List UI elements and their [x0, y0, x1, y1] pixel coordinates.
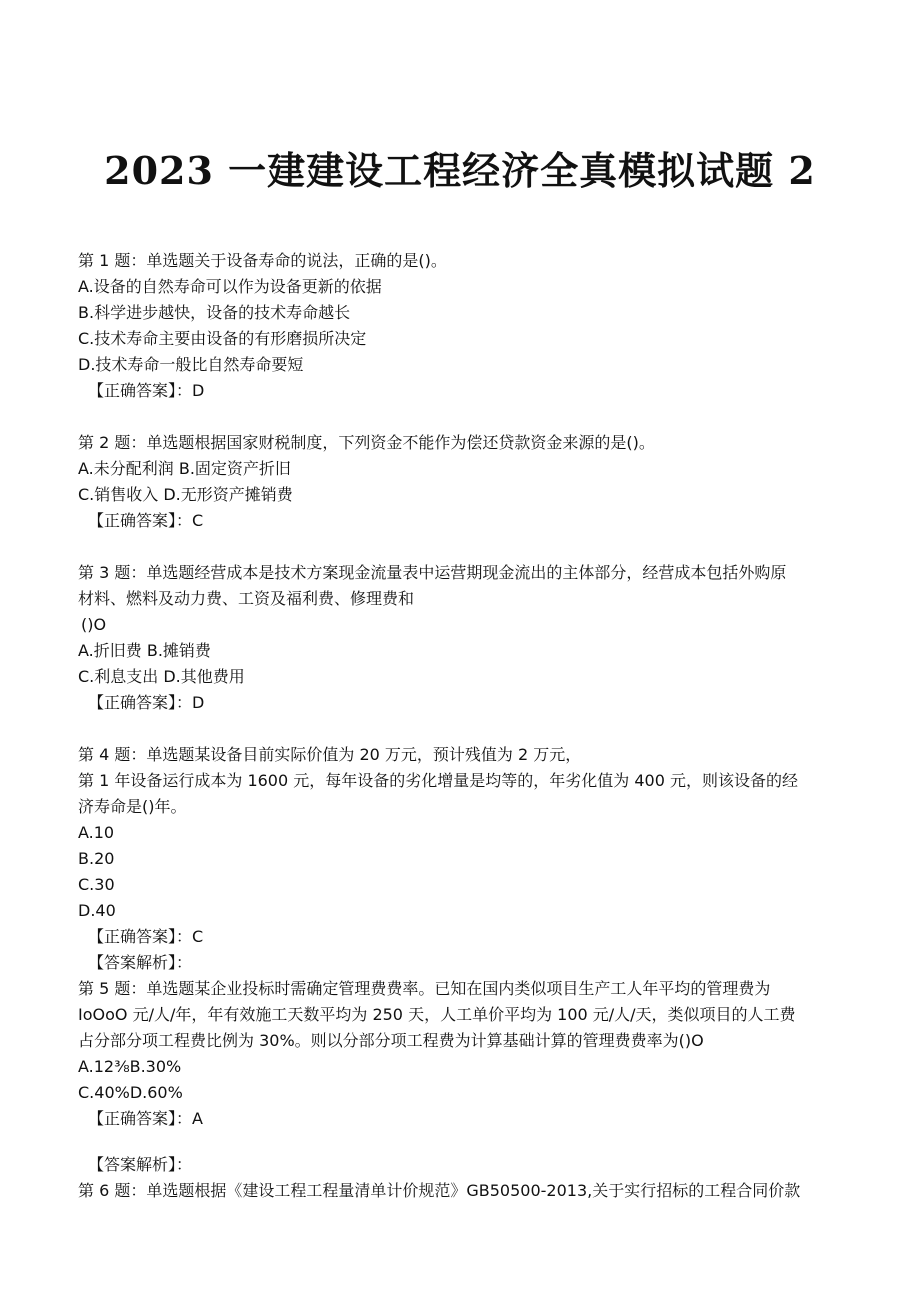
option-c: C.30	[78, 875, 115, 894]
option-b: B.科学进步越快，设备的技术寿命越长	[78, 303, 351, 322]
question-stem-line-1: 第 6 题：单选题根据《建设工程工程量清单计价规范》GB50500-2013,关于实行招标的工程合同价款	[78, 1181, 801, 1200]
option-d: D.40	[78, 901, 116, 920]
question-stem-line-1: 第 5 题：单选题某企业投标时需确定管理费费率。已知在国内类似项目生产工人年平均的管理费为	[78, 979, 771, 998]
option-c: C.技术寿命主要由设备的有形磨损所决定	[78, 329, 367, 348]
question-stem-line-3: 占分部分项工程费比例为 30%。则以分部分项工程费为计算基础计算的管理费费率为()O	[78, 1031, 704, 1050]
question-4	[78, 742, 838, 976]
question-stem-line-1: 第 4 题：单选题某设备目前实际价值为 20 万元，预计残值为 2 万元，	[78, 745, 582, 764]
question-stem: 第 2 题：单选题根据国家财税制度，下列资金不能作为偿还贷款资金来源的是()。	[78, 433, 655, 452]
question-6	[78, 1178, 838, 1204]
question-stem-line-2: 第 1 年设备运行成本为 1600 元，每年设备的劣化增量是均等的，年劣化值为 400 元，则该设备的经	[78, 771, 798, 790]
answer-analysis: 【答案解析】：	[88, 1155, 193, 1174]
answer-analysis: 【答案解析】：	[88, 953, 193, 972]
correct-answer: 【正确答案】：D	[88, 693, 205, 712]
correct-answer: 【正确答案】：C	[88, 927, 204, 946]
option-d: D.技术寿命一般比自然寿命要短	[78, 355, 304, 374]
question-1	[78, 248, 838, 404]
question-list	[78, 248, 838, 1204]
question-3	[78, 560, 838, 716]
options-ab: A.未分配利润 B.固定资产折旧	[78, 459, 291, 478]
options-ab: A.折旧费 B.摊销费	[78, 641, 211, 660]
options-ab: A.12⅜B.30%	[78, 1057, 182, 1076]
option-b: B.20	[78, 849, 115, 868]
correct-answer: 【正确答案】：A	[88, 1109, 203, 1128]
question-stem-line-1: 第 3 题：单选题经营成本是技术方案现金流量表中运营期现金流出的主体部分，经营成本包括外购原	[78, 563, 787, 582]
option-a: A.10	[78, 823, 115, 842]
question-stem-line-2: IoOoO 元/人/年，年有效施工天数平均为 250 天，人工单价平均为 100 元/人/天，类似项目的人工费	[78, 1005, 796, 1024]
correct-answer: 【正确答案】：D	[88, 381, 205, 400]
options-cd: C.40%D.60%	[78, 1083, 183, 1102]
options-cd: C.销售收入 D.无形资产摊销费	[78, 485, 293, 504]
question-stem-line-3: 济寿命是()年。	[78, 797, 187, 816]
question-2	[78, 430, 838, 534]
question-stem-line-2: 材料、燃料及动力费、工资及福利费、修理费和	[78, 589, 415, 608]
option-a: A.设备的自然寿命可以作为设备更新的依据	[78, 277, 382, 296]
question-stem-line-3: ()O	[81, 615, 107, 634]
page-title: 2023 一建建设工程经济全真模拟试题 2	[104, 148, 816, 193]
options-cd: C.利息支出 D.其他费用	[78, 667, 245, 686]
question-5	[78, 976, 838, 1178]
correct-answer: 【正确答案】：C	[88, 511, 204, 530]
question-stem: 第 1 题：单选题关于设备寿命的说法，正确的是()。	[78, 251, 447, 270]
